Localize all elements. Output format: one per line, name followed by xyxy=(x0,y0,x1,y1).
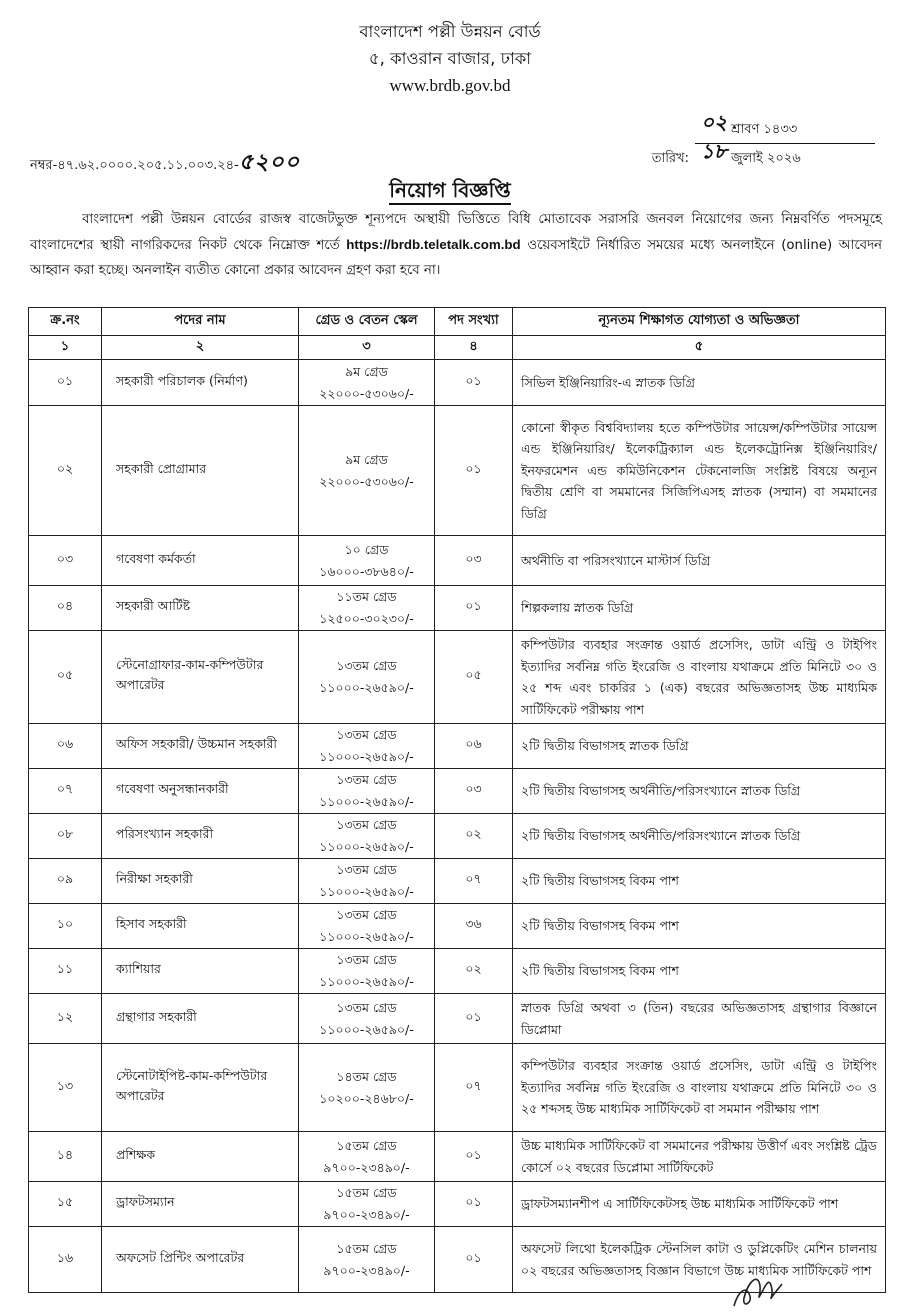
pay-scale: ১১০০০-২৬৫৯০/- xyxy=(319,749,414,764)
qualification-cell: ২টি দ্বিতীয় বিভাগসহ বিকম পাশ xyxy=(513,904,886,949)
qualification-cell: স্নাতক ডিগ্রি অথবা ৩ (তিন) বছরের অভিজ্ঞতাসহ গ্রন্থাগার বিজ্ঞানে ডিপ্লোমা xyxy=(513,994,886,1044)
qualification-cell: ২টি দ্বিতীয় বিভাগসহ বিকম পাশ xyxy=(513,859,886,904)
grade-cell xyxy=(299,586,435,631)
post-name-cell: সহকারী পরিচালক (নির্মাণ) xyxy=(102,360,299,406)
org-name: বাংলাদেশ পল্লী উন্নয়ন বোর্ড xyxy=(359,22,541,41)
grade-label: ১৩তম গ্রেড xyxy=(336,817,397,832)
post-name-cell: ড্রাফটসম্যান xyxy=(102,1182,299,1227)
english-month-year: জুলাই ২০২৬ xyxy=(730,151,801,166)
post-count-cell: ০১ xyxy=(435,1132,513,1182)
table-row xyxy=(29,949,886,994)
serial-cell: ১৬ xyxy=(29,1227,102,1293)
serial-cell: ০৮ xyxy=(29,814,102,859)
grade-cell xyxy=(299,1132,435,1182)
pay-scale: ৯৭০০-২৩৪৯০/- xyxy=(323,1207,410,1222)
post-count-cell: ০১ xyxy=(435,1227,513,1293)
qualification-cell: ২টি দ্বিতীয় বিভাগসহ অর্থনীতি/পরিসংখ্যানে স্নাতক ডিগ্রি xyxy=(513,769,886,814)
table-row xyxy=(29,360,886,406)
post-count-cell: ৩৬ xyxy=(435,904,513,949)
header-post: পদের নাম xyxy=(102,308,299,336)
serial-cell: ০৫ xyxy=(29,631,102,724)
grade-cell xyxy=(299,769,435,814)
pay-scale: ১১০০০-২৬৫৯০/- xyxy=(319,884,414,899)
serial-cell: ১৪ xyxy=(29,1132,102,1182)
org-website: www.brdb.gov.bd xyxy=(389,76,511,95)
post-count-cell: ০১ xyxy=(435,406,513,536)
post-count-cell: ০১ xyxy=(435,586,513,631)
grade-cell xyxy=(299,724,435,769)
header-grade: গ্রেড ও বেতন স্কেল xyxy=(299,308,435,336)
post-name-cell: সহকারী প্রোগ্রামার xyxy=(102,406,299,536)
english-day: ১৮ xyxy=(701,141,727,163)
table-row xyxy=(29,814,886,859)
pay-scale: ৯৭০০-২৩৪৯০/- xyxy=(323,1262,410,1278)
memo-number-prefix: নম্বর-৪৭.৬২.০০০০.২০৫.১১.০০৩.২৪- xyxy=(30,158,239,173)
intro-text-2: ওয়েবসাইটে নির্ধারিত সময়ের মধ্যে অনলাইনে (online) আবেদন আহ্বান করা হচ্ছে। অনলাইন ব্যতীত কোনো প্রকার আবেদন গ্রহণ করা হবে না। xyxy=(30,238,882,278)
table-row xyxy=(29,631,886,724)
header-serial: ক্র.নং xyxy=(29,308,102,336)
post-count-cell: ০১ xyxy=(435,360,513,406)
table-row xyxy=(29,994,886,1044)
application-url[interactable]: https://brdb.teletalk.com.bd xyxy=(346,237,521,252)
post-name-cell: প্রশিক্ষক xyxy=(102,1132,299,1182)
grade-label: ৯ম গ্রেড xyxy=(345,363,388,379)
serial-cell: ১২ xyxy=(29,994,102,1044)
qualification-cell: কম্পিউটার ব্যবহার সংক্রান্ত ওয়ার্ড প্রসেসিং, ডাটা এন্ট্রি ও টাইপিং ইত্যাদির সর্বনিম্ন গতি ইংরেজি ও বাংলায় যথাক্রমে প্রতি মিনিটে ৩০ ও ২৫ শব্দ এবং চাকরির ১ (এক) বছরের অভিজ্ঞতাসহ উচ্চ মাধ্যমিক সার্টিফিকেট পরীক্ষায় পাশ xyxy=(513,631,886,724)
grade-label: ১১তম গ্রেড xyxy=(336,589,397,604)
post-name-cell: অফিস সহকারী/ উচ্চমান সহকারী xyxy=(102,724,299,769)
post-name-cell: পরিসংখ্যান সহকারী xyxy=(102,814,299,859)
serial-cell: ০৬ xyxy=(29,724,102,769)
pay-scale: ১১০০০-২৬৫৯০/- xyxy=(319,1021,414,1037)
grade-cell xyxy=(299,360,435,406)
qualification-cell: ২টি দ্বিতীয় বিভাগসহ অর্থনীতি/পরিসংখ্যানে স্নাতক ডিগ্রি xyxy=(513,814,886,859)
pay-scale: ১১০০০-২৬৫৯০/- xyxy=(319,794,414,809)
post-name-cell: গবেষণা অনুসন্ধানকারী xyxy=(102,769,299,814)
header-qualification: ন্যূনতম শিক্ষাগত যোগ্যতা ও অভিজ্ঞতা xyxy=(513,308,886,336)
header-count: পদ সংখ্যা xyxy=(435,308,513,336)
post-name-cell: স্টেনোটাইপিষ্ট-কাম-কম্পিউটার অপারেটর xyxy=(102,1044,299,1132)
grade-label: ১৩তম গ্রেড xyxy=(336,727,397,742)
post-name-cell: গবেষণা কর্মকর্তা xyxy=(102,536,299,586)
grade-label: ১৩তম গ্রেড xyxy=(336,862,397,877)
qualification-cell: ২টি দ্বিতীয় বিভাগসহ বিকম পাশ xyxy=(513,949,886,994)
grade-label: ১০ গ্রেড xyxy=(344,541,389,557)
qualification-cell: উচ্চ মাধ্যমিক সার্টিফিকেট বা সমমানের পরীক্ষায় উত্তীর্ণ এবং সংশ্লিষ্ট ট্রেড কোর্সে ০২ বছরের ডিপ্লোমা সার্টিফিকেট xyxy=(513,1132,886,1182)
grade-label: ১৩তম গ্রেড xyxy=(336,907,397,922)
post-name-cell: গ্রন্থাগার সহকারী xyxy=(102,994,299,1044)
serial-cell: ০১ xyxy=(29,360,102,406)
grade-cell xyxy=(299,536,435,586)
post-count-cell: ০২ xyxy=(435,814,513,859)
post-name-cell: নিরীক্ষা সহকারী xyxy=(102,859,299,904)
serial-cell: ০২ xyxy=(29,406,102,536)
post-count-cell: ০২ xyxy=(435,949,513,994)
table-row xyxy=(29,536,886,586)
date-label: তারিখ: xyxy=(651,151,689,166)
table-row xyxy=(29,406,886,536)
grade-cell xyxy=(299,631,435,724)
post-count-cell: ০১ xyxy=(435,994,513,1044)
post-count-cell: ০৩ xyxy=(435,536,513,586)
post-count-cell: ০৭ xyxy=(435,859,513,904)
letterhead xyxy=(0,18,900,99)
grade-label: ১৩তম গ্রেড xyxy=(336,772,397,787)
qualification-cell: সিভিল ইঞ্জিনিয়ারিং-এ স্নাতক ডিগ্রি xyxy=(513,360,886,406)
qualification-cell: ড্রাফটসম্যানশীপ এ সার্টিফিকেটসহ উচ্চ মাধ্যমিক সার্টিফিকেট পাশ xyxy=(513,1182,886,1227)
notice-title: নিয়োগ বিজ্ঞপ্তি xyxy=(0,176,900,209)
grade-cell xyxy=(299,1182,435,1227)
post-count-cell: ০১ xyxy=(435,1182,513,1227)
table-row xyxy=(29,1132,886,1182)
post-count-cell: ০৬ xyxy=(435,724,513,769)
grade-label: ১৩তম গ্রেড xyxy=(336,999,397,1015)
bangla-month-year: শ্রাবণ ১৪৩৩ xyxy=(731,122,798,137)
qualification-cell: কম্পিউটার ব্যবহার সংক্রান্ত ওয়ার্ড প্রসেসিং, ডাটা এন্ট্রি ও টাইপিং ইত্যাদির সর্বনিম্ন গতি ইংরেজি ও বাংলায় যথাক্রমে প্রতি মিনিটে ৩০ ও ২৫ শব্দসহ উচ্চ মাধ্যমিক সার্টিফিকেট বা সমমান পরীক্ষায় পাশ xyxy=(513,1044,886,1132)
grade-label: ১৩তম গ্রেড xyxy=(336,952,397,967)
post-name-cell: হিসাব সহকারী xyxy=(102,904,299,949)
pay-scale: ২২০০০-৫৩০৬০/- xyxy=(319,473,414,489)
table-row xyxy=(29,586,886,631)
intro-text-1: বাংলাদেশ পল্লী উন্নয়ন বোর্ডের রাজস্ব বাজেটভুক্ত শূন্যপদে অস্থায়ী ভিত্তিতে বিধি মোতাবেক সরাসরি জনবল নিয়োগের জন্য নিম্নবর্ণিত পদসমূহে বাংলাদেশের স্থায়ী নাগরিকদের নিকট থেকে নিম্নোক্ত শর্তে xyxy=(30,212,882,253)
org-address: ৫, কাওরান বাজার, ঢাকা xyxy=(368,49,532,68)
pay-scale: ১০২০০-২৪৬৮০/- xyxy=(319,1090,414,1106)
qualification-cell: অর্থনীতি বা পরিসংখ্যানে মাস্টার্স ডিগ্রি xyxy=(513,536,886,586)
grade-label: ১৫তম গ্রেড xyxy=(336,1137,397,1153)
pay-scale: ১১০০০-২৬৫৯০/- xyxy=(319,839,414,854)
post-count-cell: ০৩ xyxy=(435,769,513,814)
post-name-cell: অফসেট প্রিন্টিং অপারেটর xyxy=(102,1227,299,1293)
qualification-cell: ২টি দ্বিতীয় বিভাগসহ স্নাতক ডিগ্রি xyxy=(513,724,886,769)
table-row xyxy=(29,1044,886,1132)
post-count-cell: ০৫ xyxy=(435,631,513,724)
post-name-cell: সহকারী আর্টিষ্ট xyxy=(102,586,299,631)
pay-scale: ২২০০০-৫৩০৬০/- xyxy=(319,385,414,401)
grade-cell xyxy=(299,406,435,536)
english-date-row xyxy=(625,141,875,170)
grade-cell xyxy=(299,1227,435,1293)
grade-cell xyxy=(299,949,435,994)
serial-cell: ০৪ xyxy=(29,586,102,631)
date-block xyxy=(625,112,875,170)
grade-cell xyxy=(299,814,435,859)
qualification-cell: অফসেট লিথো ইলেকট্রিক স্টেনসিল কাটা ও ডুপ্লিকেটিং মেশিন চালনায় ০২ বছরের অভিজ্ঞতাসহ বিজ্ঞান বিভাগে উচ্চ মাধ্যমিক সার্টিফিকেট পাশ xyxy=(513,1227,886,1293)
table-row xyxy=(29,724,886,769)
grade-label: ১৪তম গ্রেড xyxy=(336,1068,397,1084)
serial-cell: ০৩ xyxy=(29,536,102,586)
pay-scale: ১১০০০-২৬৫৯০/- xyxy=(319,929,414,944)
serial-cell: ০৯ xyxy=(29,859,102,904)
grade-cell xyxy=(299,1044,435,1132)
pay-scale: ১১০০০-২৬৫৯০/- xyxy=(319,680,414,695)
grade-cell xyxy=(299,904,435,949)
grade-label: ১৫তম গ্রেড xyxy=(336,1185,397,1200)
pay-scale: ১১০০০-২৬৫৯০/- xyxy=(319,974,414,989)
bangla-day: ০২ xyxy=(701,112,728,134)
serial-cell: ০৭ xyxy=(29,769,102,814)
grade-label: ৯ম গ্রেড xyxy=(345,451,388,467)
table-row xyxy=(29,904,886,949)
vacancy-table xyxy=(28,307,886,1293)
pay-scale: ১২৫০০-৩০২৩০/- xyxy=(319,611,414,626)
serial-cell: ১৫ xyxy=(29,1182,102,1227)
serial-cell: ১৩ xyxy=(29,1044,102,1132)
pay-scale: ১৬০০০-৩৮৬৪০/- xyxy=(319,563,414,579)
qualification-cell: কোনো স্বীকৃত বিশ্ববিদ্যালয় হতে কম্পিউটার সায়েন্স/কম্পিউটার সায়েন্স এন্ড ইঞ্জিনিয়ারিং/ ইলেকট্রিক্যাল এন্ড ইলেকট্রোনিক্স ইঞ্জিনিয়ারিং/ ইনফরমেশন এন্ড কমিউনিকেশন টেকনোলজি সংশ্লিষ্ট বিষয়ে অন্যূন দ্বিতীয় শ্রেণি বা সমমানের সিজিপিএসহ স্নাতক (সম্মান) বা সমমানের ডিগ্রি xyxy=(513,406,886,536)
grade-label: ১৩তম গ্রেড xyxy=(336,658,397,673)
column-number-row: ১ ২ ৩ ৪ ৫ xyxy=(29,336,886,360)
grade-cell xyxy=(299,859,435,904)
signature xyxy=(728,1262,788,1314)
grade-label: ১৫তম গ্রেড xyxy=(336,1240,397,1256)
intro-paragraph xyxy=(30,207,882,283)
memo-number-handwritten: ৫২০০ xyxy=(238,149,301,174)
table-row xyxy=(29,769,886,814)
serial-cell: ১১ xyxy=(29,949,102,994)
pay-scale: ৯৭০০-২৩৪৯০/- xyxy=(323,1159,410,1175)
qualification-cell: শিল্পকলায় স্নাতক ডিগ্রি xyxy=(513,586,886,631)
table-row xyxy=(29,859,886,904)
table-row xyxy=(29,1182,886,1227)
serial-cell: ১০ xyxy=(29,904,102,949)
post-count-cell: ০৭ xyxy=(435,1044,513,1132)
grade-cell xyxy=(299,994,435,1044)
post-name-cell: স্টেনোগ্রাফার-কাম-কম্পিউটার অপারেটর xyxy=(102,631,299,724)
table-header-row xyxy=(29,308,886,336)
post-name-cell: ক্যাশিয়ার xyxy=(102,949,299,994)
